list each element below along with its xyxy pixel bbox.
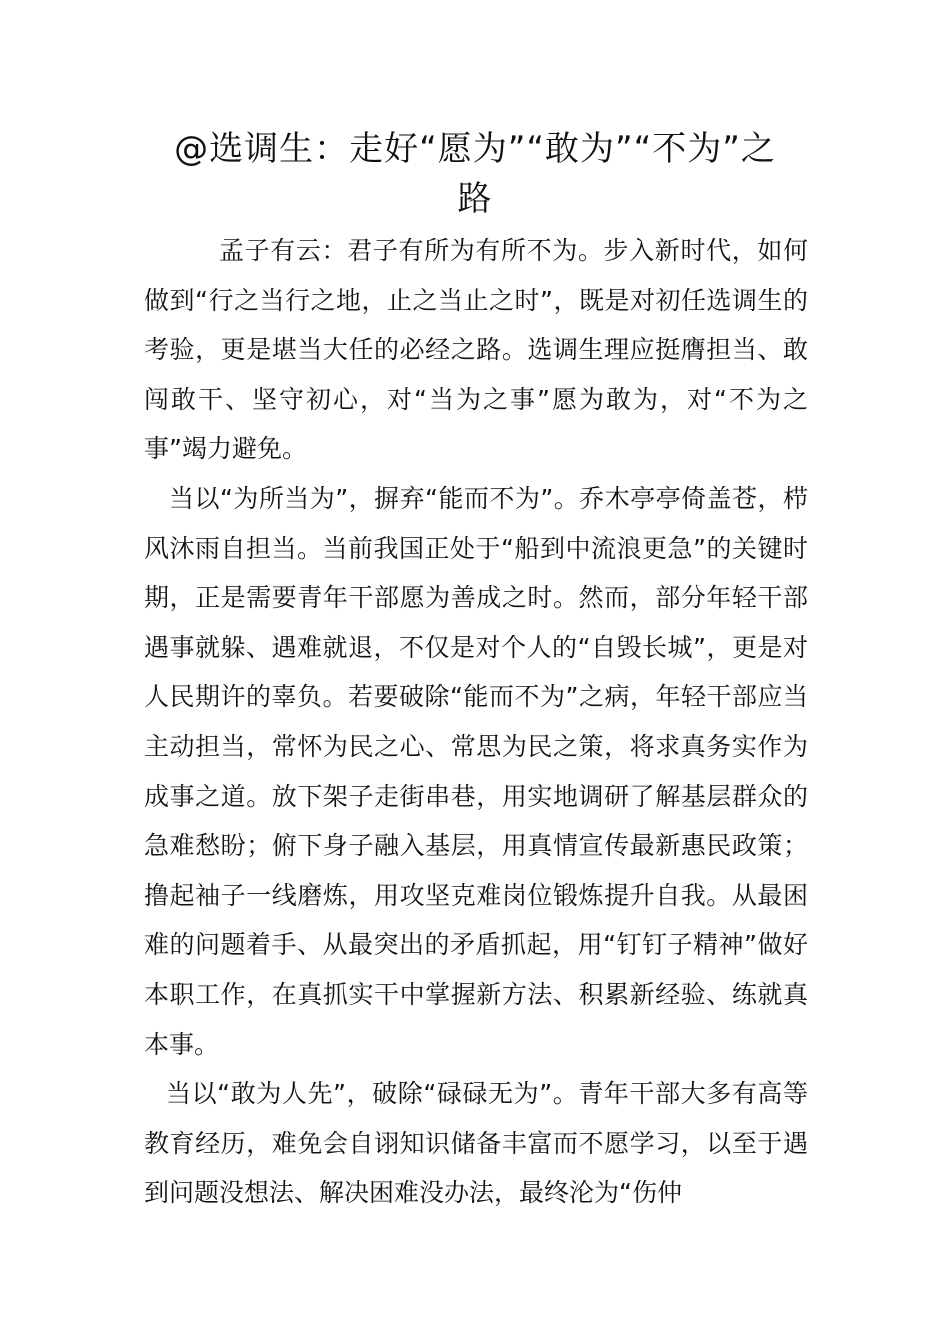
document-title: @选调生：走好“愿为”“敢为”“不为”之路	[174, 129, 776, 219]
document-body	[144, 226, 808, 1218]
paragraph-2: 当以“为所当为”，摒弃“能而不为”。乔木亭亭倚盖苍，栉风沐雨自担当。当前我国正处于“船到中流浪更急”的关键时期，正是需要青年干部愿为善成之时。然而，部分年轻干部遇事就躲、遇难就退，不仅是对个人的“自毁长城”，更是对人民期许的辜负。若要破除“能而不为”之病，年轻干部应当主动担当，常怀为民之心、常思为民之策，将求真务实作为成事之道。放下架子走街串巷，用实地调研了解基层群众的急难愁盼；俯下身子融入基层，用真情宣传最新惠民政策；撸起袖子一线磨炼，用攻坚克难岗位锻炼提升自我。从最困难的问题着手、从最突出的矛盾抓起，用“钉钉子精神”做好本职工作，在真抓实干中掌握新方法、积累新经验、练就真本事。	[144, 483, 808, 1059]
paragraph-1: 孟子有云：君子有所为有所不为。步入新时代，如何做到“行之当行之地，止之当止之时”，既是对初任选调生的考验，更是堪当大任的必经之路。选调生理应挺膺担当、敢闯敢干、坚守初心，对“当为之事”愿为敢为，对“不为之事”竭力避免。	[144, 236, 808, 464]
paragraph-3: 当以“敢为人先”，破除“碌碌无为”。青年干部大多有高等教育经历，难免会自诩知识储备丰富而不愿学习，以至于遇到问题没想法、解决困难没办法，最终沦为“伤仲	[144, 1079, 808, 1208]
